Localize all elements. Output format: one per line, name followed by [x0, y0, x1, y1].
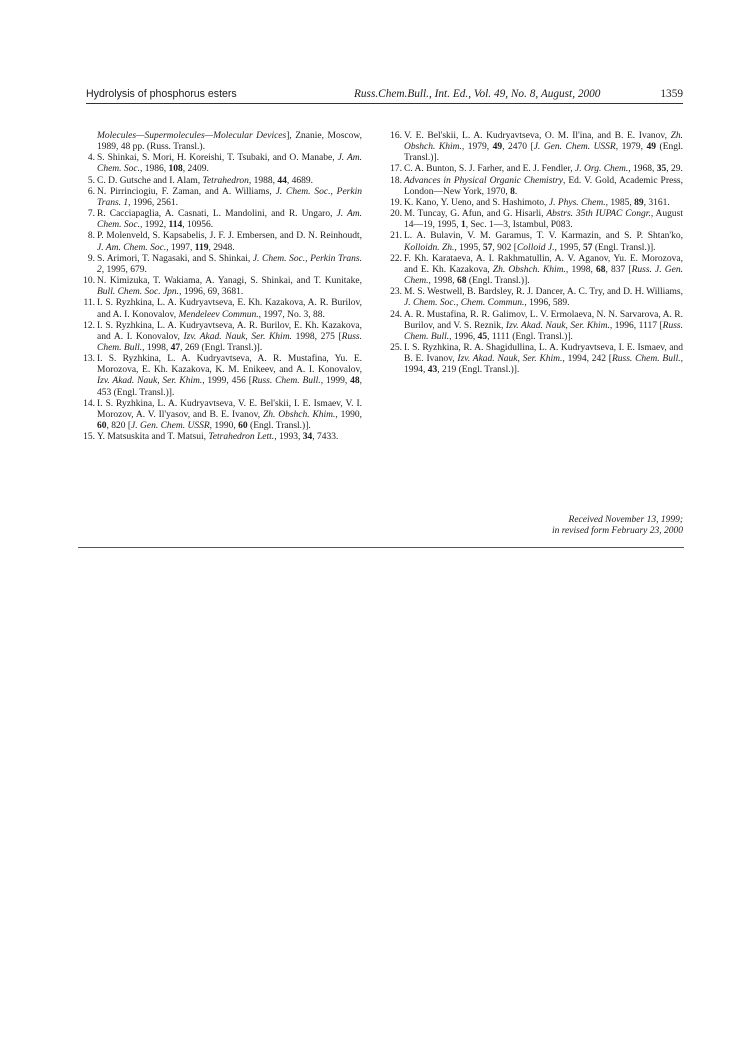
reference-text: I. S. Ryzhkina, L. A. Kudryavtseva, A. R. Burilov, E. Kh. Kazakova, and A. I. Konovalov, Izv. Akad. Nauk, Ser. Khim. 1998, 275 [Russ. Chem. Bull., 1998, 47, 269 (Engl. Transl.)]. [97, 320, 362, 353]
reference-item [387, 164, 683, 175]
reference-number: 6. [87, 186, 95, 197]
reference-text: K. Kano, Y. Ueno, and S. Hashimoto, J. Phys. Chem., 1985, 89, 3161. [404, 197, 670, 208]
reference-number: 17. [390, 164, 402, 175]
reference-number: 8. [87, 231, 95, 242]
reference-item [387, 176, 683, 198]
footer-rule [78, 547, 684, 548]
reference-text: R. Cacciapaglia, A. Casnati, L. Mandolini, and R. Ungaro, J. Am. Chem. Soc., 1992, 114, 10956. [97, 209, 362, 231]
reference-text: Molecules—Supermolecules—Molecular Devices], Znanie, Moscow, 1989, 48 pp. (Russ. Transl.). [97, 131, 362, 153]
reference-number: 5. [87, 175, 95, 186]
reference-item [387, 310, 683, 343]
reference-item [80, 432, 362, 443]
reference-text: S. Shinkai, S. Mori, H. Koreishi, T. Tsubaki, and O. Manabe, J. Am. Chem. Soc., 1986, 108, 2409. [97, 153, 362, 175]
reference-text: L. A. Bulavin, V. M. Garamus, T. V. Karmazin, and S. P. Shtan'ko, Kolloidn. Zh., 1995, 57, 902 [Colloid J., 1995, 57 (Engl. Transl.)]. [404, 231, 683, 253]
reference-item [387, 198, 683, 209]
running-header [86, 87, 683, 103]
reference-number: 15. [83, 432, 95, 443]
reference-text: V. E. Bel'skii, L. A. Kudryavtseva, O. M. Il'ina, and B. E. Ivanov, Zh. Obshch. Khim., 1979, 49, 2470 [J. Gen. Chem. USSR, 1979, 49 (Engl. Transl.)]. [404, 131, 684, 164]
running-title: Hydrolysis of phosphorus esters [86, 88, 237, 100]
reference-text: I. S. Ryzhkina, L. A. Kudryavtseva, E. Kh. Kazakova, A. R. Burilov, and A. I. Konovalov, Mendeleev Commun., 1997, No. 3, 88. [97, 298, 362, 320]
reference-item [80, 187, 362, 209]
reference-text: N. Pirrinciogiu, F. Zaman, and A. Williams, J. Chem. Soc., Perkin Trans. 1, 1996, 2561. [97, 186, 362, 208]
reference-item [80, 298, 362, 320]
reference-number: 20. [390, 209, 402, 220]
reference-number: 21. [390, 231, 402, 242]
reference-text: I. S. Ryzhkina, L. A. Kudryavtseva, V. E. Bel'skii, I. E. Ismaev, V. I. Morozov, A. V. Il'yasov, and B. E. Ivanov, Zh. Obshch. Khim., 1990, 60, 820 [J. Gen. Chem. USSR, 1990, 60 (Engl. Transl.)]. [97, 398, 362, 432]
reference-number: 16. [390, 131, 402, 141]
reference-item [80, 276, 362, 298]
reference-item [80, 354, 362, 399]
reference-item [80, 399, 362, 432]
reference-item [80, 231, 362, 253]
reference-item [80, 254, 362, 276]
reference-text: C. D. Gutsche and I. Alam, Tetrahedron, 1988, 44, 4689. [97, 175, 313, 186]
reference-number: 13. [83, 354, 95, 365]
reference-item [387, 343, 683, 376]
reference-number: 10. [83, 276, 95, 287]
reference-number: 14. [83, 398, 95, 409]
reference-item [387, 131, 683, 164]
reference-text: Advances in Physical Organic Chemistry, Ed. V. Gold, Academic Press, London—New York, 1970, 8. [404, 175, 683, 197]
reference-text: Y. Matsuskita and T. Matsui, Tetrahedron Lett., 1993, 34, 7433. [97, 432, 339, 443]
reference-number: 18. [390, 175, 402, 186]
revised-date: in revised form February 23, 2000 [551, 526, 683, 537]
reference-item [80, 209, 362, 231]
page-number: 1359 [660, 88, 683, 100]
reference-continuation [80, 131, 362, 153]
received-dates [430, 515, 683, 537]
reference-item [80, 176, 362, 187]
reference-item [387, 287, 683, 309]
reference-text: M. Tuncay, G. Afun, and G. Hisarli, Abstrs. 35th IUPAC Congr., August 14—19, 1995, 1, Sec. 1—3, Istambul, P083. [404, 209, 683, 231]
reference-item [387, 254, 683, 287]
reference-number: 22. [390, 253, 402, 264]
reference-number: 12. [83, 320, 95, 331]
received-date: Received November 13, 1999; [568, 515, 683, 525]
reference-text: I. S. Ryzhkina, L. A. Kudryavtseva, A. R. Mustafina, Yu. E. Morozova, E. Kh. Kazakova, K. M. Enikeev, and A. I. Konovalov, Izv. Akad. Nauk, Ser. Khim., 1999, 456 [Russ. Chem. Bull., 1999, 48, 453 (Engl. Transl.)]. [97, 354, 362, 398]
reference-text: I. S. Ryzhkina, R. A. Shagidullina, L. A. Kudryavtseva, I. E. Ismaev, and B. E. Ivanov, Izv. Akad. Nauk, Ser. Khim., 1994, 242 [Russ. Chem. Bull., 1994, 43, 219 (Engl. Transl.)]. [404, 342, 683, 376]
reference-item [387, 209, 683, 231]
reference-item [80, 153, 362, 175]
reference-number: 4. [87, 153, 95, 164]
reference-number: 25. [390, 342, 402, 353]
reference-number: 7. [87, 209, 95, 220]
reference-text: F. Kh. Karataeva, A. I. Rakhmatullin, A. V. Aganov, Yu. E. Morozova, and E. Kh. Kazakova, Zh. Obshch. Khim., 1998, 68, 837 [Russ. J. Gen. Chem., 1998, 68 (Engl. Transl.)]. [404, 253, 683, 287]
header-rule [86, 103, 683, 104]
reference-item [387, 231, 683, 253]
reference-item [80, 321, 362, 354]
reference-number: 24. [390, 309, 402, 320]
reference-text: S. Arimori, T. Nagasaki, and S. Shinkai, J. Chem. Soc., Perkin Trans. 2, 1995, 679. [97, 253, 363, 275]
reference-number: 9. [87, 253, 95, 264]
reference-number: 11. [83, 298, 95, 309]
journal-citation: Russ.Chem.Bull., Int. Ed., Vol. 49, No. 8, August, 2000 [354, 88, 601, 100]
references-column-right [387, 131, 683, 376]
reference-text: N. Kimizuka, T. Wakiama, A. Yanagi, S. Shinkai, and T. Kunitake, Bull. Chem. Soc. Jpn., 1996, 69, 3681. [97, 276, 362, 298]
reference-text: C. A. Bunton, S. J. Farher, and E. J. Fendler, J. Org. Chem., 1968, 35, 29. [404, 164, 683, 175]
reference-text: M. S. Westwell, B. Bardsley, R. J. Dancer, A. C. Try, and D. H. Williams, J. Chem. Soc., Chem. Commun., 1996, 589. [404, 287, 683, 309]
reference-number: 19. [390, 197, 402, 208]
reference-number: 23. [390, 287, 402, 298]
references-column-left [80, 131, 362, 443]
reference-text: A. R. Mustafina, R. R. Galimov, L. V. Ermolaeva, N. N. Sarvarova, A. R. Burilov, and V. S. Reznik, Izv. Akad. Nauk, Ser. Khim., 1996, 1117 [Russ. Chem. Bull., 1996, 45, 1111 (Engl. Transl.)]. [404, 309, 683, 342]
reference-text: P. Molenveld, S. Kapsabelis, J. F. J. Embersen, and D. N. Reinhoudt, J. Am. Chem. Soc., 1997, 119, 2948. [97, 231, 362, 253]
